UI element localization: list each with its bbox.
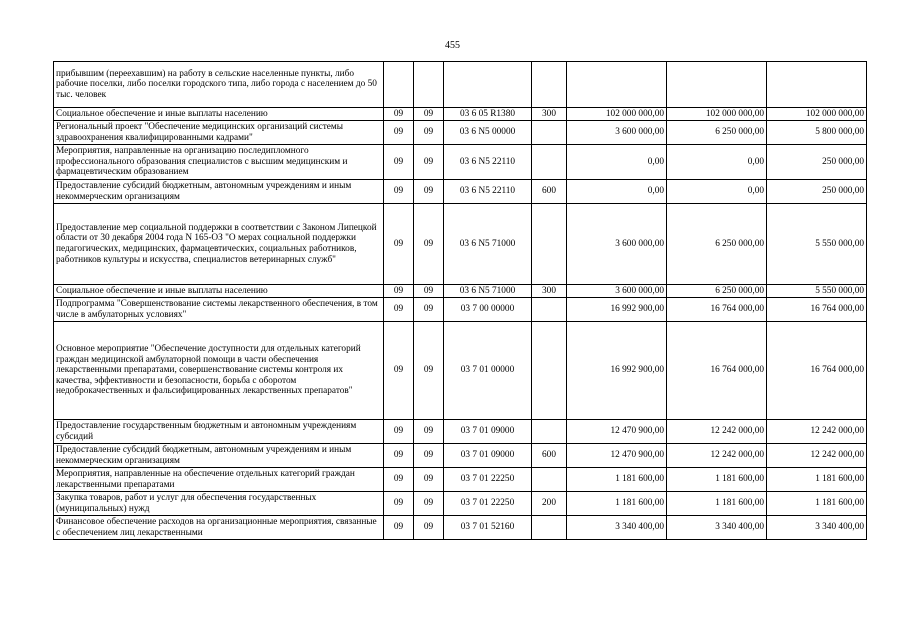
row-sum-1: 1 181 600,00 [567,492,667,516]
row-sum-2: 0,00 [667,145,767,180]
row-sum-2: 6 250 000,00 [667,204,767,285]
row-target: 03 7 00 00000 [444,298,532,322]
row-section [384,62,414,108]
row-subsection: 09 [414,420,444,444]
row-sum-2: 16 764 000,00 [667,298,767,322]
row-expense-type: 600 [532,444,567,468]
row-sum-1: 102 000 000,00 [567,108,667,121]
row-section: 09 [384,492,414,516]
table-row [54,180,867,204]
row-subsection: 09 [414,204,444,285]
budget-table [53,61,867,540]
row-target: 03 7 01 22250 [444,492,532,516]
row-name: Мероприятия, направленные на обеспечение отдельных категорий граждан лекарственными препаратами [54,468,384,492]
row-sum-2: 1 181 600,00 [667,468,767,492]
row-sum-3 [767,62,867,108]
row-sum-1: 16 992 900,00 [567,322,667,420]
table-row [54,204,867,285]
row-sum-3: 250 000,00 [767,180,867,204]
row-section: 09 [384,121,414,145]
table-row [54,420,867,444]
row-sum-3: 1 181 600,00 [767,492,867,516]
row-section: 09 [384,516,414,540]
row-sum-3: 3 340 400,00 [767,516,867,540]
table-row [54,62,867,108]
row-target: 03 6 N5 71000 [444,204,532,285]
row-target: 03 7 01 09000 [444,420,532,444]
row-target: 03 6 N5 00000 [444,121,532,145]
row-sum-1: 16 992 900,00 [567,298,667,322]
row-name: Региональный проект "Обеспечение медицинских организаций системы здравоохранения квалифицированными кадрами" [54,121,384,145]
row-subsection: 09 [414,516,444,540]
row-sum-2: 12 242 000,00 [667,420,767,444]
row-sum-3: 12 242 000,00 [767,444,867,468]
row-sum-1: 0,00 [567,180,667,204]
row-sum-1: 3 600 000,00 [567,285,667,298]
row-expense-type: 300 [532,108,567,121]
row-sum-2: 12 242 000,00 [667,444,767,468]
row-section: 09 [384,322,414,420]
row-sum-1: 12 470 900,00 [567,420,667,444]
row-name: прибывшим (переехавшим) на работу в сельские населенные пункты, либо рабочие поселки, либо поселки городского типа, либо города с населением до 50 тыс. человек [54,62,384,108]
row-sum-2: 1 181 600,00 [667,492,767,516]
row-expense-type [532,516,567,540]
row-name: Предоставление государственным бюджетным и автономным учреждениям субсидий [54,420,384,444]
row-sum-2: 6 250 000,00 [667,285,767,298]
row-name: Закупка товаров, работ и услуг для обеспечения государственных (муниципальных) нужд [54,492,384,516]
table-row [54,322,867,420]
row-sum-1: 1 181 600,00 [567,468,667,492]
row-sum-3: 16 764 000,00 [767,298,867,322]
row-expense-type [532,62,567,108]
row-target: 03 7 01 22250 [444,468,532,492]
row-sum-3: 1 181 600,00 [767,468,867,492]
row-sum-2: 0,00 [667,180,767,204]
row-expense-type [532,204,567,285]
row-target: 03 6 N5 22110 [444,180,532,204]
row-target [444,62,532,108]
row-subsection: 09 [414,145,444,180]
row-target: 03 6 N5 22110 [444,145,532,180]
row-subsection: 09 [414,121,444,145]
row-subsection: 09 [414,285,444,298]
row-subsection: 09 [414,108,444,121]
row-section: 09 [384,444,414,468]
row-target: 03 7 01 52160 [444,516,532,540]
row-sum-3: 16 764 000,00 [767,322,867,420]
row-sum-1: 3 600 000,00 [567,121,667,145]
row-section: 09 [384,108,414,121]
row-sum-3: 5 800 000,00 [767,121,867,145]
row-section: 09 [384,285,414,298]
row-sum-3: 102 000 000,00 [767,108,867,121]
row-name: Предоставление субсидий бюджетным, автономным учреждениям и иным некоммерческим организациям [54,444,384,468]
row-target: 03 6 N5 71000 [444,285,532,298]
row-sum-2: 102 000 000,00 [667,108,767,121]
row-expense-type: 300 [532,285,567,298]
row-sum-3: 5 550 000,00 [767,285,867,298]
row-subsection: 09 [414,444,444,468]
row-section: 09 [384,145,414,180]
table-row [54,492,867,516]
row-expense-type [532,145,567,180]
row-name: Предоставление мер социальной поддержки в соответствии с Законом Липецкой области от 30 декабря 2004 года N 165-ОЗ "О мерах социальной поддержки педагогических, медицинских, фармацевтических, социальных работников, работников культуры и искусства, специалистов ветеринарных служб" [54,204,384,285]
row-name: Предоставление субсидий бюджетным, автономным учреждениям и иным некоммерческим организациям [54,180,384,204]
row-name: Подпрограмма "Совершенствование системы лекарственного обеспечения, в том числе в амбулаторных условиях" [54,298,384,322]
row-expense-type: 200 [532,492,567,516]
row-name: Мероприятия, направленные на организацию последипломного профессионального образования специалистов с высшим медицинским и фармацевтическим образованием [54,145,384,180]
row-name: Социальное обеспечение и иные выплаты населению [54,285,384,298]
row-sum-1: 0,00 [567,145,667,180]
row-name: Основное мероприятие "Обеспечение доступности для отдельных категорий граждан медицинской амбулаторной помощи в части обеспечения лекарственными препаратами, совершенствование системы контроля их качества, эффективности и безопасности, борьба с оборотом недоброкачественных и фальсифицированных лекарственных препаратов" [54,322,384,420]
table-row [54,468,867,492]
table-row [54,108,867,121]
row-expense-type [532,468,567,492]
row-subsection: 09 [414,298,444,322]
row-subsection: 09 [414,322,444,420]
table-row [54,121,867,145]
row-expense-type: 600 [532,180,567,204]
row-sum-2: 6 250 000,00 [667,121,767,145]
row-expense-type [532,298,567,322]
row-target: 03 7 01 00000 [444,322,532,420]
row-sum-2: 3 340 400,00 [667,516,767,540]
row-subsection: 09 [414,492,444,516]
row-expense-type [532,121,567,145]
row-subsection: 09 [414,468,444,492]
row-sum-1: 3 340 400,00 [567,516,667,540]
row-sum-3: 12 242 000,00 [767,420,867,444]
row-section: 09 [384,420,414,444]
page-number: 455 [445,40,460,51]
row-sum-3: 5 550 000,00 [767,204,867,285]
table-row [54,145,867,180]
row-section: 09 [384,204,414,285]
row-sum-2 [667,62,767,108]
row-expense-type [532,420,567,444]
row-target: 03 6 05 R1380 [444,108,532,121]
table-row [54,516,867,540]
row-name: Финансовое обеспечение расходов на организационные мероприятия, связанные с обеспечением лиц лекарственными [54,516,384,540]
row-subsection: 09 [414,180,444,204]
row-sum-1 [567,62,667,108]
row-section: 09 [384,468,414,492]
table-row [54,285,867,298]
table-row [54,444,867,468]
row-section: 09 [384,298,414,322]
row-section: 09 [384,180,414,204]
row-name: Социальное обеспечение и иные выплаты населению [54,108,384,121]
row-sum-2: 16 764 000,00 [667,322,767,420]
table-row [54,298,867,322]
row-sum-3: 250 000,00 [767,145,867,180]
row-sum-1: 3 600 000,00 [567,204,667,285]
row-subsection [414,62,444,108]
row-target: 03 7 01 09000 [444,444,532,468]
row-sum-1: 12 470 900,00 [567,444,667,468]
row-expense-type [532,322,567,420]
